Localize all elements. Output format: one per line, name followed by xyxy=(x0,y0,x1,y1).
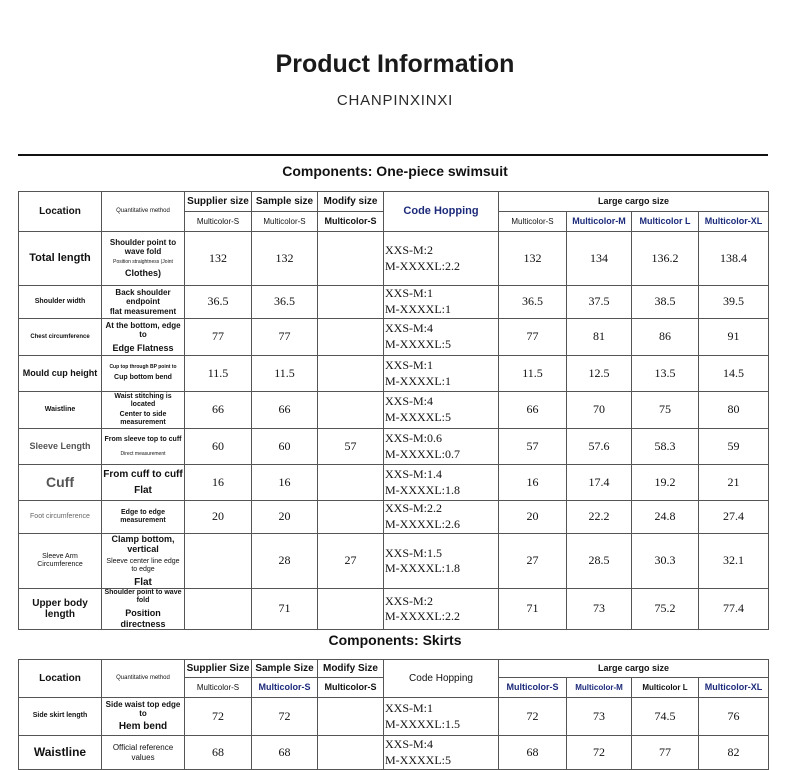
page-title: Product Information xyxy=(275,50,515,78)
supplier-value: 68 xyxy=(185,736,252,770)
size-m-value: 81 xyxy=(567,319,632,356)
modify-value: 27 xyxy=(318,534,384,589)
row-location: Total length xyxy=(19,232,102,286)
row-method: Waist stitching is located Center to side measurement xyxy=(102,392,185,429)
row-location: Sleeve Arm Circumference xyxy=(19,534,102,589)
supplier-value: 72 xyxy=(185,698,252,736)
code-hopping-value: XXS-M:4 M-XXXXL:5 xyxy=(384,392,499,429)
size-l-value: 38.5 xyxy=(632,286,699,319)
size-l-value: 75 xyxy=(632,392,699,429)
size-l-value: 136.2 xyxy=(632,232,699,286)
large-cargo-header: Large cargo size xyxy=(499,660,769,678)
size-l-value: 74.5 xyxy=(632,698,699,736)
size-m-value: 70 xyxy=(567,392,632,429)
table-header-row xyxy=(19,192,769,212)
large-xl-subheader: Multicolor-XL xyxy=(699,212,769,232)
skirts-size-table xyxy=(18,659,769,770)
size-xl-value: 138.4 xyxy=(699,232,769,286)
large-s-subheader: Multicolor-S xyxy=(499,678,567,698)
modify-value xyxy=(318,589,384,630)
code-hopping-value: XXS-M:1 M-XXXXL:1.5 xyxy=(384,698,499,736)
sample-value: 11.5 xyxy=(252,356,318,392)
size-s-value: 77 xyxy=(499,319,567,356)
modify-value xyxy=(318,319,384,356)
table-row xyxy=(19,698,769,736)
sample-subheader: Multicolor-S xyxy=(252,678,318,698)
large-m-subheader: Multicolor-M xyxy=(567,678,632,698)
row-location: Foot circumference xyxy=(19,501,102,534)
table-row xyxy=(19,392,769,429)
size-l-value: 19.2 xyxy=(632,465,699,501)
modify-value xyxy=(318,465,384,501)
size-xl-value: 59 xyxy=(699,429,769,465)
supplier-value: 60 xyxy=(185,429,252,465)
supplier-value: 66 xyxy=(185,392,252,429)
supplier-value: 11.5 xyxy=(185,356,252,392)
modify-value xyxy=(318,392,384,429)
size-xl-value: 32.1 xyxy=(699,534,769,589)
location-header: Location xyxy=(19,660,102,698)
supplier-value xyxy=(185,534,252,589)
row-method: Side waist top edge to Hem bend xyxy=(102,698,185,736)
sample-value: 72 xyxy=(252,698,318,736)
section-heading-swimsuit: Components: One-piece swimsuit xyxy=(282,163,508,179)
supplier-value: 132 xyxy=(185,232,252,286)
size-m-value: 57.6 xyxy=(567,429,632,465)
table-row xyxy=(19,232,769,286)
sample-value: 77 xyxy=(252,319,318,356)
supplier-value: 16 xyxy=(185,465,252,501)
size-m-value: 73 xyxy=(567,589,632,630)
header-divider xyxy=(18,154,768,156)
large-l-subheader: Multicolor L xyxy=(632,678,699,698)
table-row xyxy=(19,534,769,589)
modify-value xyxy=(318,698,384,736)
modify-subheader: Multicolor-S xyxy=(318,678,384,698)
location-header: Location xyxy=(19,192,102,232)
size-s-value: 72 xyxy=(499,698,567,736)
size-s-value: 132 xyxy=(499,232,567,286)
code-hopping-value: XXS-M:0.6 M-XXXXL:0.7 xyxy=(384,429,499,465)
sample-value: 66 xyxy=(252,392,318,429)
modify-value xyxy=(318,736,384,770)
sample-value: 28 xyxy=(252,534,318,589)
supplier-value: 77 xyxy=(185,319,252,356)
swimsuit-size-table xyxy=(18,191,769,630)
code-hopping-value: XXS-M:2 M-XXXXL:2.2 xyxy=(384,589,499,630)
size-s-value: 68 xyxy=(499,736,567,770)
size-s-value: 71 xyxy=(499,589,567,630)
modify-value xyxy=(318,501,384,534)
large-cargo-header: Large cargo size xyxy=(499,192,769,212)
section-heading-skirts: Components: Skirts xyxy=(328,632,462,648)
page-subtitle: CHANPINXINXI xyxy=(336,92,454,109)
row-location: Waistline xyxy=(19,392,102,429)
size-xl-value: 21 xyxy=(699,465,769,501)
size-xl-value: 77.4 xyxy=(699,589,769,630)
code-hopping-value: XXS-M:4 M-XXXXL:5 xyxy=(384,736,499,770)
modify-value xyxy=(318,286,384,319)
modify-value xyxy=(318,356,384,392)
supplier-value: 36.5 xyxy=(185,286,252,319)
row-method: Shoulder point to wave fold Position directness xyxy=(102,589,185,630)
size-l-value: 58.3 xyxy=(632,429,699,465)
modify-subheader: Multicolor-S xyxy=(318,212,384,232)
size-s-value: 11.5 xyxy=(499,356,567,392)
size-m-value: 12.5 xyxy=(567,356,632,392)
supplier-subheader: Multicolor-S xyxy=(185,678,252,698)
row-location: Upper body length xyxy=(19,589,102,630)
size-xl-value: 76 xyxy=(699,698,769,736)
row-method: At the bottom, edge to Edge Flatness xyxy=(102,319,185,356)
large-xl-subheader: Multicolor-XL xyxy=(699,678,769,698)
table-row xyxy=(19,465,769,501)
method-header: Quantitative method xyxy=(102,660,185,698)
supplier-value: 20 xyxy=(185,501,252,534)
row-method: Clamp bottom, vertical Sleeve center line edge to edge Flat xyxy=(102,534,185,589)
size-xl-value: 39.5 xyxy=(699,286,769,319)
code-hopping-value: XXS-M:1.5 M-XXXXL:1.8 xyxy=(384,534,499,589)
size-s-value: 27 xyxy=(499,534,567,589)
modify-size-header: Modify Size xyxy=(318,660,384,678)
sample-subheader: Multicolor-S xyxy=(252,212,318,232)
sample-value: 36.5 xyxy=(252,286,318,319)
row-method: Cup top through BP point to Cup bottom bend xyxy=(102,356,185,392)
code-hopping-value: XXS-M:2.2 M-XXXXL:2.6 xyxy=(384,501,499,534)
row-method: Official reference values xyxy=(102,736,185,770)
sample-value: 16 xyxy=(252,465,318,501)
code-hopping-header: Code Hopping xyxy=(384,192,499,232)
size-l-value: 13.5 xyxy=(632,356,699,392)
size-m-value: 73 xyxy=(567,698,632,736)
size-m-value: 134 xyxy=(567,232,632,286)
sample-value: 132 xyxy=(252,232,318,286)
size-l-value: 30.3 xyxy=(632,534,699,589)
modify-size-header: Modify size xyxy=(318,192,384,212)
code-hopping-value: XXS-M:1 M-XXXXL:1 xyxy=(384,356,499,392)
row-method: From sleeve top to cuff Direct measurement xyxy=(102,429,185,465)
table-row xyxy=(19,356,769,392)
size-l-value: 86 xyxy=(632,319,699,356)
size-xl-value: 14.5 xyxy=(699,356,769,392)
size-s-value: 57 xyxy=(499,429,567,465)
size-xl-value: 27.4 xyxy=(699,501,769,534)
size-xl-value: 82 xyxy=(699,736,769,770)
supplier-value xyxy=(185,589,252,630)
row-method: From cuff to cuff Flat xyxy=(102,465,185,501)
size-m-value: 72 xyxy=(567,736,632,770)
size-l-value: 24.8 xyxy=(632,501,699,534)
method-header: Quantitative method xyxy=(102,192,185,232)
code-hopping-header: Code Hopping xyxy=(384,660,499,698)
size-l-value: 75.2 xyxy=(632,589,699,630)
size-l-value: 77 xyxy=(632,736,699,770)
table-row xyxy=(19,501,769,534)
sample-size-header: Sample size xyxy=(252,192,318,212)
code-hopping-value: XXS-M:1.4 M-XXXXL:1.8 xyxy=(384,465,499,501)
table-row xyxy=(19,286,769,319)
row-method: Back shoulder endpoint flat measurement xyxy=(102,286,185,319)
sample-value: 20 xyxy=(252,501,318,534)
size-s-value: 20 xyxy=(499,501,567,534)
row-method: Shoulder point to wave fold Position straightness (Joint Clothes) xyxy=(102,232,185,286)
table-row xyxy=(19,319,769,356)
code-hopping-value: XXS-M:2 M-XXXXL:2.2 xyxy=(384,232,499,286)
table-header-row xyxy=(19,660,769,678)
sample-size-header: Sample Size xyxy=(252,660,318,678)
size-s-value: 36.5 xyxy=(499,286,567,319)
table-row xyxy=(19,589,769,630)
size-m-value: 28.5 xyxy=(567,534,632,589)
row-location: Shoulder width xyxy=(19,286,102,319)
size-xl-value: 91 xyxy=(699,319,769,356)
size-xl-value: 80 xyxy=(699,392,769,429)
table-row xyxy=(19,429,769,465)
size-s-value: 66 xyxy=(499,392,567,429)
modify-value: 57 xyxy=(318,429,384,465)
large-s-subheader: Multicolor-S xyxy=(499,212,567,232)
table-row xyxy=(19,736,769,770)
row-location: Chest circumference xyxy=(19,319,102,356)
row-method: Edge to edge measurement xyxy=(102,501,185,534)
size-m-value: 22.2 xyxy=(567,501,632,534)
sample-value: 71 xyxy=(252,589,318,630)
row-location: Side skirt length xyxy=(19,698,102,736)
row-location: Sleeve Length xyxy=(19,429,102,465)
sample-value: 68 xyxy=(252,736,318,770)
size-m-value: 17.4 xyxy=(567,465,632,501)
supplier-subheader: Multicolor-S xyxy=(185,212,252,232)
size-m-value: 37.5 xyxy=(567,286,632,319)
code-hopping-value: XXS-M:4 M-XXXXL:5 xyxy=(384,319,499,356)
code-hopping-value: XXS-M:1 M-XXXXL:1 xyxy=(384,286,499,319)
row-location: Mould cup height xyxy=(19,356,102,392)
modify-value xyxy=(318,232,384,286)
large-m-subheader: Multicolor-M xyxy=(567,212,632,232)
supplier-size-header: Supplier Size xyxy=(185,660,252,678)
row-location: Waistline xyxy=(19,736,102,770)
large-l-subheader: Multicolor L xyxy=(632,212,699,232)
row-location: Cuff xyxy=(19,465,102,501)
size-s-value: 16 xyxy=(499,465,567,501)
supplier-size-header: Supplier size xyxy=(185,192,252,212)
sample-value: 60 xyxy=(252,429,318,465)
